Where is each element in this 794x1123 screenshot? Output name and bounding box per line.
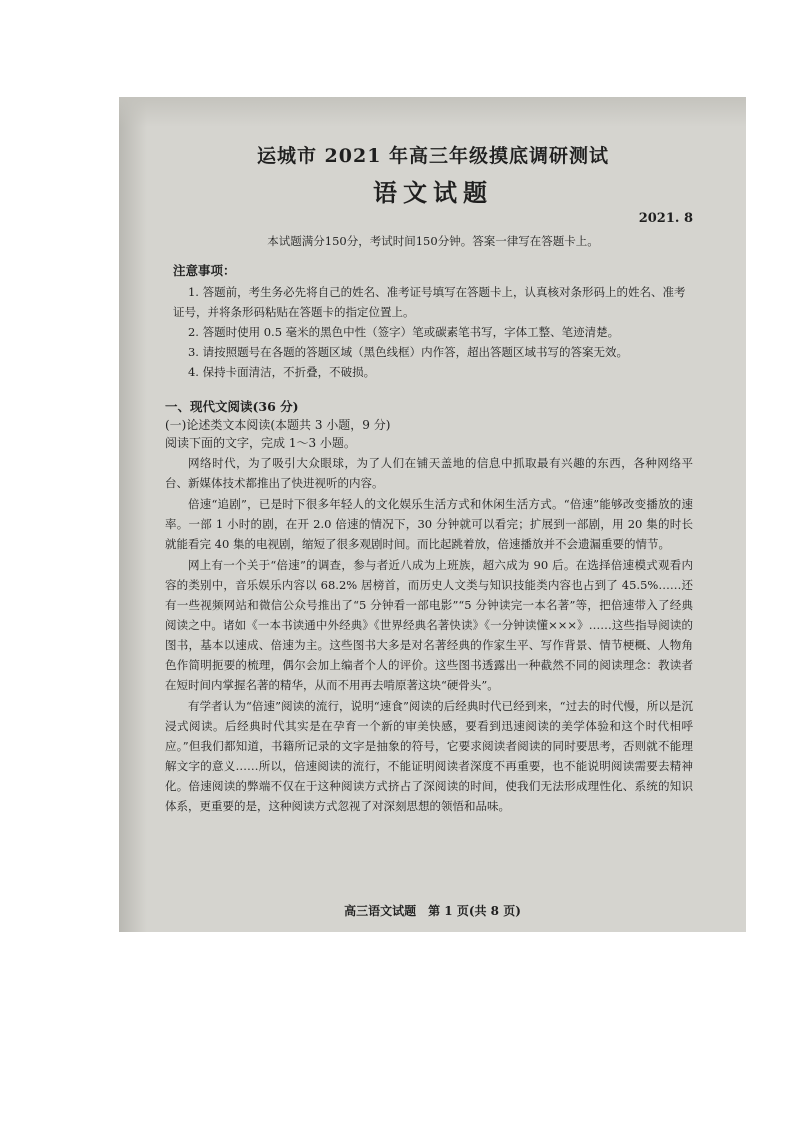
exam-date: 2021. 8	[638, 211, 693, 226]
exam-title: 运城市 2021 年高三年级摸底调研测试	[256, 145, 610, 167]
notice-item: 3. 请按照题号在各题的答题区域（黑色线框）内作答，超出答题区域书写的答案无效。	[187, 345, 629, 359]
page-footer: 高三语文试题 第 1 页(共 8 页)	[344, 904, 521, 918]
passage-paragraph: 网络时代，为了吸引大众眼球，为了人们在铺天盖地的信息中抓取最有兴趣的东西，各种网络平台、新媒体技术都推出了快进视听的内容。	[165, 456, 693, 490]
notice-heading: 注意事项：	[173, 263, 236, 278]
exam-sheet	[165, 142, 693, 816]
reading-passage	[165, 453, 693, 816]
exam-info: 本试题满分150分，考试时间150分钟。答案一律写在答题卡上。	[267, 234, 599, 248]
reading-instruction: 阅读下面的文字，完成 1～3 小题。	[165, 436, 356, 450]
notice-item: 1. 答题前，考生务必先将自己的姓名、准考证号填写在答题卡上，认真核对条形码上的姓名、准考证号，并将条形码粘贴在答题卡的指定位置上。	[173, 285, 686, 319]
subsection-heading: (一)论述类文本阅读(本题共 3 小题，9 分)	[165, 418, 391, 432]
photo-shadow-left	[119, 97, 147, 932]
passage-paragraph: 网上有一个关于“倍速”的调查，参与者近八成为上班族，超六成为 90 后。在选择倍速模式观看内容的类别中，音乐娱乐内容以 68.2% 居榜首，而历史人文类与知识技能类内容也占到了 45.5%……还有一些视频网站和微信公众号推出了“5 分钟看一部电影”“5 分钟读完一本名著”等，把倍速带入了经典阅读之中。诸如《一本书读通中外经典》《世界经典名著快读》《一分钟读懂×××》……这些指导阅读的图书，基本以速成、倍速为主。这些图书大多是对名著经典的作家生平、写作背景、情节梗概、人物角色作简明扼要的梳理，偶尔会加上编者个人的评价。这些图书透露出一种截然不同的阅读理念：教读者在短时间内掌握名著的精华，从而不用再去啃原著这块“硬骨头”。	[165, 558, 693, 692]
passage-paragraph: 倍速“追剧”，已是时下很多年轻人的文化娱乐生活方式和休闲生活方式。“倍速”能够改变播放的速率。一部 1 小时的剧，在开 2.0 倍速的情况下，30 分钟就可以看完；扩展到一部剧，用 20 集的时长就能看完 40 集的电视剧，缩短了很多观剧时间。而比起跳着放，倍速播放并不会遗漏重要的情节。	[165, 497, 693, 551]
subject-title: 语文试题	[373, 178, 493, 207]
section-heading: 一、现代文阅读(36 分)	[165, 399, 299, 414]
photo-shadow-top	[119, 97, 746, 127]
notice-list	[173, 282, 693, 382]
passage-paragraph: 有学者认为“倍速”阅读的流行，说明“速食”阅读的后经典时代已经到来，“过去的时代慢，所以是沉浸式阅读。后经典时代其实是在孕育一个新的审美快感，要看到迅速阅读的美学体验和这个时代相呼应。”但我们都知道，书籍所记录的文字是抽象的符号，它要求阅读者阅读的同时要思考，否则就不能理解文字的意义……所以，倍速阅读的流行，不能证明阅读者深度不再重要，也不能说明阅读需要去精神化。倍速阅读的弊端不仅在于这种阅读方式挤占了深阅读的时间，使我们无法形成理性化、系统的知识体系，更重要的是，这种阅读方式忽视了对深刻思想的领悟和品味。	[165, 699, 693, 813]
notice-item: 4. 保持卡面清洁，不折叠，不破损。	[187, 365, 376, 379]
notice-item: 2. 答题时使用 0.5 毫米的黑色中性（签字）笔或碳素笔书写，字体工整、笔迹清楚。	[187, 325, 620, 339]
exam-paper-photo	[119, 97, 746, 932]
